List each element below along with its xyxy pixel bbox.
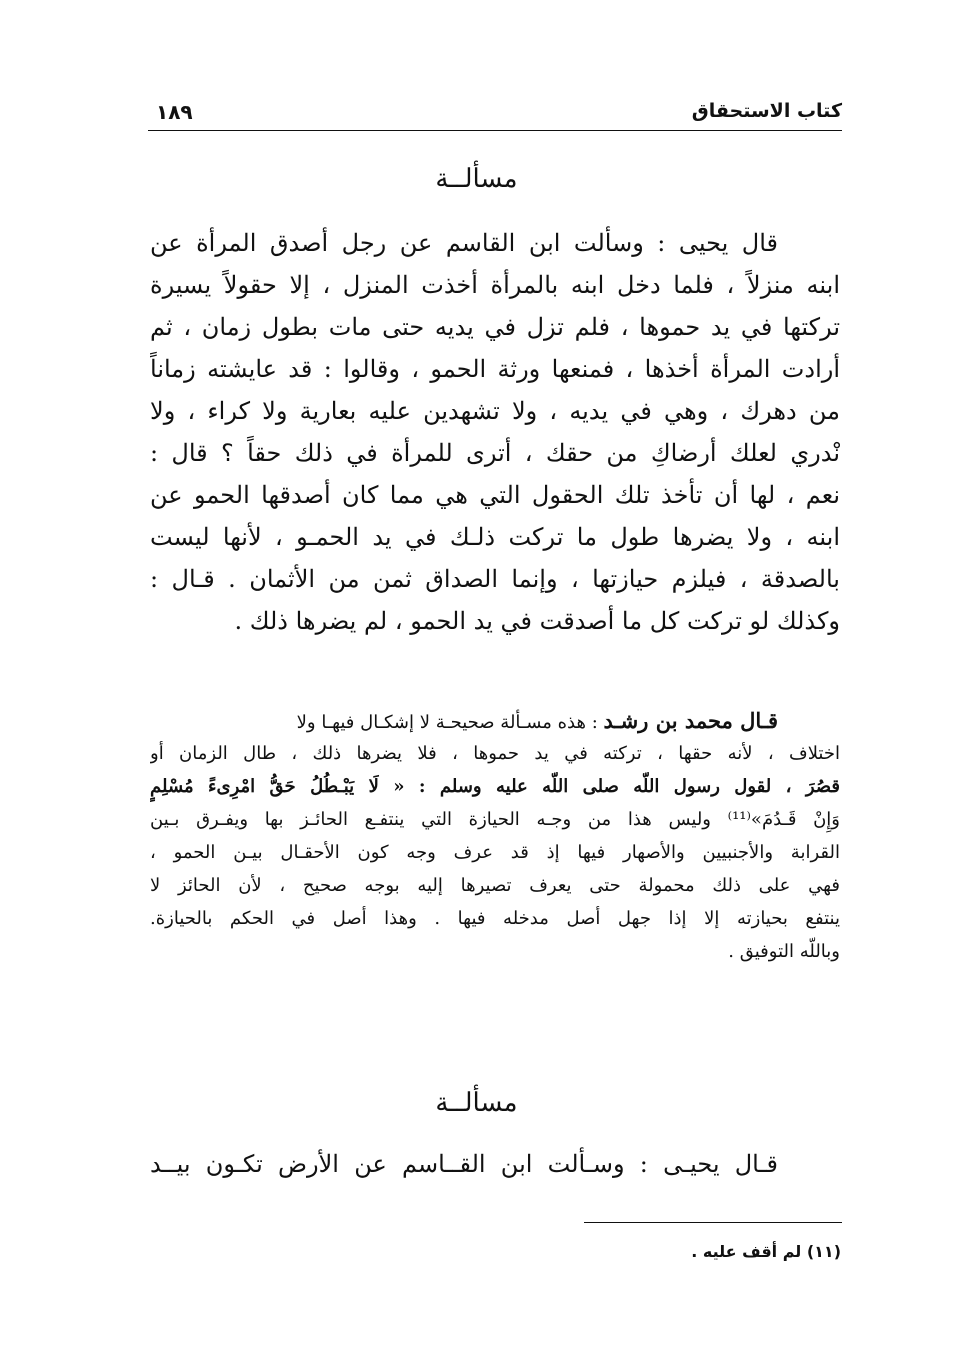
text-line: فهي على ذلك محمولة حتى يعرف تصيرها إليه بوجه صحيح ، لأن الحائز لا (150, 875, 840, 896)
text-line: قصُرَ ، لقول رسول اللّه صلى اللّه عليه وسلم : « لَا يَبْـطُلُ حَقُّ امْرِىءً مُسْلِمٍ (150, 776, 840, 797)
paragraph-question (150, 222, 840, 642)
footnote: (١١) لم أقف عليه . (691, 1242, 841, 1261)
page-header (148, 100, 842, 131)
text-line: تركتها في يد حموها ، فلم تزل في يديه حتى مات بطول زمان ، ثم (150, 313, 840, 341)
text-line: قـال يحيـى : وسـألت ابن القــاسم عن الأرض تكـون بيــد (150, 1150, 778, 1178)
text-line: أرادت المرأة أخذها ، فمنعها ورثة الحمو ، وقالوا : قد عايشته زماناً (150, 355, 840, 383)
commentary-speaker: قـال محمد بن رشـد (603, 708, 778, 733)
text-line: وَإِنْ قَـدُمَ»⁽¹¹⁾ وليس هذا من وجـه الحيازة التي ينتفـع الحائـز بها ويفـرق بـين (150, 809, 840, 830)
page-number: ١٨٩ (156, 100, 193, 124)
text-line: القرابة والأجنبيين والأصهار فيها إذ قد عرف وجه كون الأحقـال بيـن الحمو ، (150, 842, 840, 863)
text-line: ابنه منزلاً ، فلما دخل ابنه بالمرأة أخذت المنزل ، إلا حقولاً يسيرة (150, 271, 840, 299)
text-line: بالصدقة ، فيلزم حيازتها ، وإنما الصداق ثمن من الأثمان . قـال : (150, 565, 840, 593)
running-title: كتاب الاستحقاق (691, 100, 842, 122)
footnote-divider (584, 1222, 842, 1223)
text-span: : هذه مسـألة صحيحـة لا إشكـال فيهـا ولا (296, 712, 604, 733)
text-line: ينتفع بحيازته إلا إذا جهل أصل مدخله فيها . وهذا أصل في الحكم بالحيازة. (150, 908, 840, 929)
paragraph-question-2 (150, 1143, 840, 1185)
text-line: قال يحيى : وسألت ابن القاسم عن رجل أصدق المرأة عن (150, 229, 778, 257)
paragraph-commentary (150, 704, 840, 968)
text-line: وباللّه التوفيق . (728, 941, 840, 962)
text-line (150, 704, 840, 737)
text-line: من دهرك ، وهي في يديه ، ولا تشهدين عليه بعارية ولا كراء ، ولا (150, 397, 840, 425)
section-title: مسألــة (435, 1088, 518, 1118)
text-line: اختلاف ، لأنه حقها ، تركته في يد حموها ، فلا يضرها ذلك ، طال الزمان أو (150, 743, 840, 764)
text-line: نعم ، لها أن تأخذ تلك الحقول التي هي مما كان أصدقها الحمو عن (150, 481, 840, 509)
section-title: مسألــة (435, 164, 518, 194)
text-line: وكذلك لو تركت كل ما أصدقت في يد الحمو ، لم يضرها ذلك . (234, 607, 840, 635)
text-line: نْدري لعلك أرضاكِ من حقك ، أترى للمرأة في ذلك حقاً ؟ قال : (150, 439, 840, 467)
text-line: ابنه ، ولا يضرها طول ما تركت ذلـك في يد الحمـو ، لأنها ليست (150, 523, 840, 551)
